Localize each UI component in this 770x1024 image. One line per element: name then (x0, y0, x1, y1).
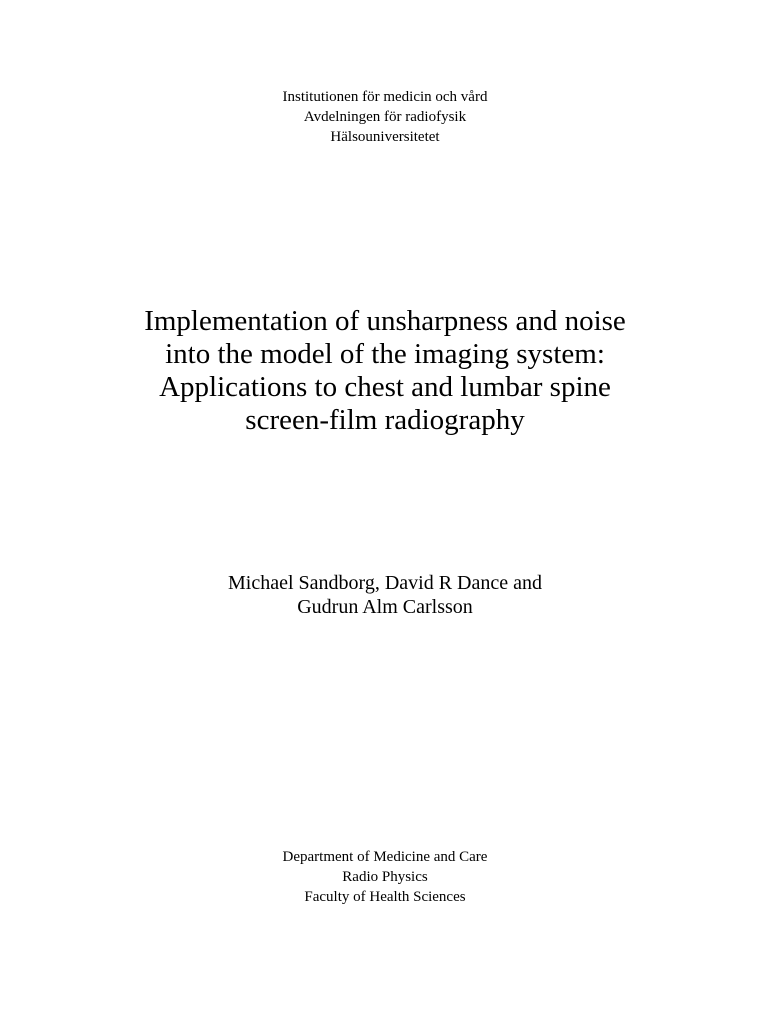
faculty-line: Faculty of Health Sciences (304, 889, 466, 905)
swedish-institution-header (0, 87, 770, 147)
english-institution-footer (0, 847, 770, 907)
authors-line-2: Gudrun Alm Carlsson (297, 596, 473, 618)
authors (0, 571, 770, 619)
title-line-3: Applications to chest and lumbar spine (159, 371, 611, 403)
university-line: Hälsouniversitetet (330, 129, 440, 145)
document-title (0, 305, 770, 437)
title-line-1: Implementation of unsharpness and noise (144, 305, 626, 337)
institution-line: Institutionen för medicin och vård (282, 89, 488, 105)
section-line: Radio Physics (342, 869, 428, 885)
authors-line-1: Michael Sandborg, David R Dance and (228, 572, 542, 594)
title-line-4: screen-film radiography (245, 404, 525, 436)
title-line-2: into the model of the imaging system: (165, 338, 605, 370)
division-line: Avdelningen för radiofysik (303, 109, 467, 125)
department-line: Department of Medicine and Care (282, 849, 488, 865)
